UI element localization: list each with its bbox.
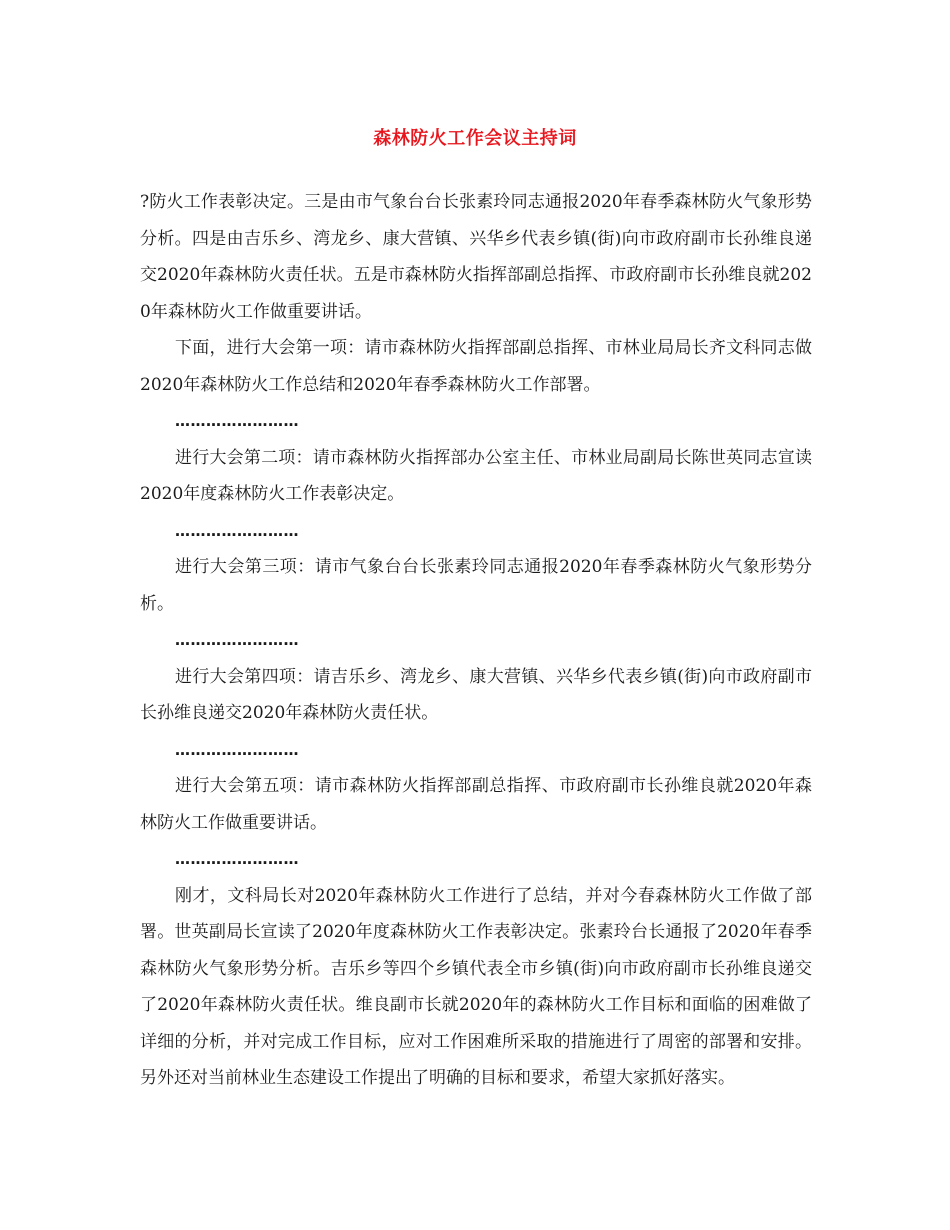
separator-dots: ……………………	[175, 850, 299, 868]
separator-dots: ……………………	[175, 412, 299, 430]
document-title: 森林防火工作会议主持词	[373, 128, 577, 149]
paragraph-item-2: 进行大会第二项：请市森林防火指挥部办公室主任、市林业局副局长陈世英同志宣读2020年度森林防火工作表彰决定。	[140, 447, 812, 504]
paragraph-item-4: 进行大会第四项：请吉乐乡、湾龙乡、康大营镇、兴华乡代表乡镇(街)向市政府副市长孙维良递交2020年森林防火责任状。	[140, 666, 812, 723]
separator-dots: ……………………	[175, 740, 299, 759]
paragraph-item-1: 下面，进行大会第一项：请市森林防火指挥部副总指挥、市林业局局长齐文科同志做2020年森林防火工作总结和2020年春季森林防火工作部署。	[140, 338, 812, 395]
paragraph-intro-continuation: ?防火工作表彰决定。三是由市气象台台长张素玲同志通报2020年春季森林防火气象形势分析。四是由吉乐乡、湾龙乡、康大营镇、兴华乡代表乡镇(街)向市政府副市长孙维良递交2020年森林防火责任状。五是市森林防火指挥部副总指挥、市政府副市长孙维良就2020年森林防火工作做重要讲话。	[140, 192, 812, 322]
separator-dots: ……………………	[175, 631, 299, 649]
paragraph-summary: 刚才，文科局长对2020年森林防火工作进行了总结，并对今春森林防火工作做了部署。世英副局长宣读了2020年度森林防火工作表彰决定。张素玲台长通报了2020年春季森林防火气象形势分析。吉乐乡等四个乡镇代表全市乡镇(街)向市政府副市长孙维良递交了2020年森林防火责任状。维良副市长就2020年的森林防火工作目标和面临的困难做了详细的分析，并对完成工作目标，应对工作困难所采取的措施进行了周密的部署和安排。另外还对当前林业生态建设工作提出了明确的目标和要求，希望大家抓好落实。	[140, 885, 812, 1088]
document-body	[140, 184, 812, 1097]
paragraph-item-5: 进行大会第五项：请市森林防火指挥部副总指挥、市政府副市长孙维良就2020年森林防火工作做重要讲话。	[140, 776, 812, 833]
paragraph-item-3: 进行大会第三项：请市气象台台长张素玲同志通报2020年春季森林防火气象形势分析。	[140, 557, 812, 614]
separator-dots: ……………………	[175, 521, 299, 540]
